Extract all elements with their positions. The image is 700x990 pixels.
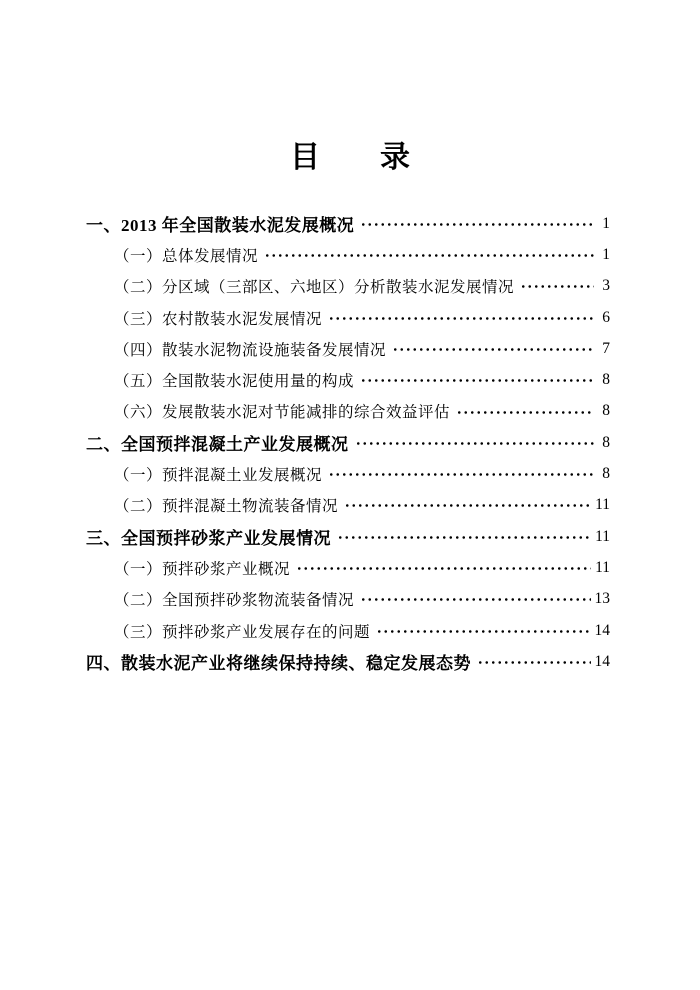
- toc-entry[interactable]: [86, 490, 610, 521]
- dot-leader: [360, 591, 590, 607]
- toc-entry[interactable]: [86, 521, 610, 552]
- toc-entry-page: 8: [602, 402, 610, 420]
- dot-leader: [328, 466, 594, 482]
- toc-entry[interactable]: [86, 584, 610, 615]
- toc-entry-label: （二）全国预拌砂浆物流装备情况: [114, 592, 355, 610]
- toc-entry-label: （三）农村散装水泥发展情况: [114, 310, 323, 328]
- toc-entry[interactable]: [86, 333, 610, 364]
- toc-entry-page: 11: [595, 496, 610, 514]
- toc-entry-page: 1: [602, 214, 610, 232]
- toc-entry[interactable]: [86, 646, 610, 677]
- page-title: 目 录: [290, 141, 410, 174]
- toc-entry[interactable]: [86, 458, 610, 489]
- dot-leader: [477, 654, 591, 670]
- dot-leader: [520, 278, 594, 294]
- toc-list: [86, 208, 610, 677]
- toc-entry-label: （一）预拌砂浆产业概况: [114, 560, 291, 578]
- dot-leader: [392, 341, 594, 357]
- toc-entry-page: 8: [602, 433, 610, 451]
- dot-leader: [328, 310, 594, 326]
- toc-entry[interactable]: [86, 427, 610, 458]
- dot-leader: [360, 372, 594, 388]
- toc-entry-label: 四、散装水泥产业将继续保持持续、稳定发展态势: [86, 654, 471, 674]
- toc-entry-label: （二）分区域（三部区、六地区）分析散装水泥发展情况: [114, 279, 515, 297]
- toc-entry-label: （一）预拌混凝土业发展概况: [114, 467, 323, 485]
- toc-entry-page: 11: [595, 527, 610, 545]
- toc-entry-page: 8: [602, 371, 610, 389]
- toc-entry-page: 14: [594, 652, 610, 670]
- dot-leader: [360, 216, 594, 232]
- toc-entry-page: 1: [602, 245, 610, 263]
- toc-entry[interactable]: [86, 615, 610, 646]
- toc-entry[interactable]: [86, 208, 610, 239]
- dot-leader: [456, 403, 594, 419]
- toc-entry-page: 13: [594, 590, 610, 608]
- dot-leader: [337, 529, 591, 545]
- toc-entry-label: （二）预拌混凝土物流装备情况: [114, 498, 339, 516]
- toc-entry[interactable]: [86, 239, 610, 270]
- dot-leader: [264, 247, 594, 263]
- dot-leader: [344, 497, 591, 513]
- toc-entry-label: （六）发展散装水泥对节能减排的综合效益评估: [114, 404, 451, 422]
- toc-entry-label: 二、全国预拌混凝土产业发展概况: [86, 435, 349, 455]
- toc-entry[interactable]: [86, 552, 610, 583]
- dot-leader: [296, 560, 591, 576]
- toc-entry-label: （三）预拌砂浆产业发展存在的问题: [114, 623, 371, 641]
- toc-entry-label: 三、全国预拌砂浆产业发展情况: [86, 529, 331, 549]
- toc-entry-label: 一、2013 年全国散装水泥发展概况: [86, 216, 355, 236]
- toc-entry-label: （五）全国散装水泥使用量的构成: [114, 373, 355, 391]
- toc-entry-page: 7: [602, 339, 610, 357]
- toc-entry-page: 3: [602, 277, 610, 295]
- toc-entry-page: 14: [594, 621, 610, 639]
- dot-leader: [355, 435, 595, 451]
- toc-entry[interactable]: [86, 271, 610, 302]
- toc-entry[interactable]: [86, 302, 610, 333]
- toc-entry[interactable]: [86, 396, 610, 427]
- toc-entry-label: （四）散装水泥物流设施装备发展情况: [114, 341, 387, 359]
- toc-entry-page: 8: [602, 465, 610, 483]
- toc-entry-label: （一）总体发展情况: [114, 247, 259, 265]
- toc-entry-page: 11: [595, 558, 610, 576]
- dot-leader: [376, 623, 590, 639]
- toc-entry-page: 6: [602, 308, 610, 326]
- toc-entry[interactable]: [86, 364, 610, 395]
